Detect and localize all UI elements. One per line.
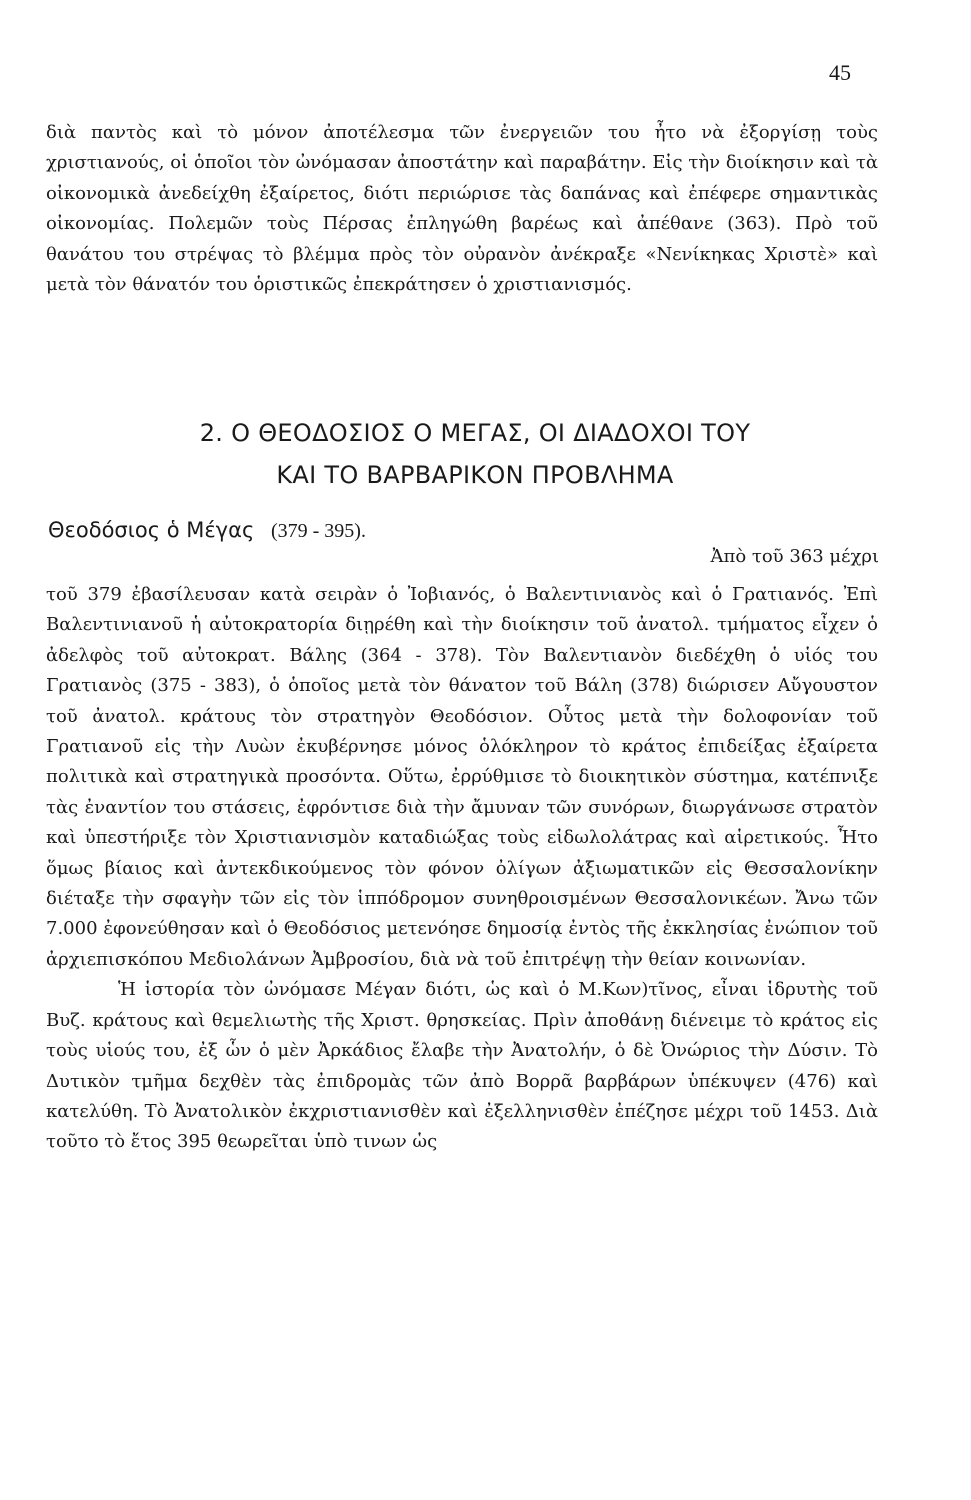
subheading-dates: (379 - 395). <box>270 520 366 542</box>
main-text <box>46 580 878 1158</box>
subheading-title: Θεοδόσιος ὁ Μέγας <box>48 518 255 542</box>
section-heading <box>60 412 890 496</box>
page-number: 45 <box>829 60 851 85</box>
section-heading-line2: ΚΑΙ ΤΟ ΒΑΡΒΑΡΙΚΟΝ ΠΡΟΒΛΗΜΑ <box>276 461 674 489</box>
subheading <box>48 518 366 543</box>
intro-text <box>46 118 878 300</box>
intro-paragraph: διὰ παντὸς καὶ τὸ μόνον ἀποτέλεσμα τῶν ἐνεργειῶν του ἦτο νὰ ἐξοργίσῃ τοὺς χριστιανούς, οἱ ὁποῖοι τὸν ὠνόμασαν ἀποστάτην καὶ παραβάτην. Εἰς τὴν διοίκησιν καὶ τὰ οἰκονομικὰ ἀνεδείχθη ἐξαίρετος, διότι περιώρισε τὰς δαπάνας καὶ ἐπέφερε σημαντικὰς οἰκονομίας. Πολεμῶν τοὺς Πέρσας ἐπληγώθη βαρέως καὶ ἀπέθανε (363). Πρὸ τοῦ θανάτου του στρέψας τὸ βλέμμα πρὸς τὸν οὐρανὸν ἀνέκραξε «Νενίκηκας Χριστὲ» καὶ μετὰ τὸν θάνατόν του ὁριστικῶς ἐπεκράτησεν ὁ χριστιανισμός. <box>46 122 878 296</box>
section-heading-line1: 2. Ο ΘΕΟΔΟΣΙΟΣ Ο ΜΕΓΑΣ, ΟΙ ΔΙΑΔΟΧΟΙ ΤΟΥ <box>199 419 751 447</box>
body-paragraph-1: τοῦ 379 ἐβασίλευσαν κατὰ σειρὰν ὁ Ἰοβιανός, ὁ Βαλεντινιανὸς καὶ ὁ Γρατιανός. Ἐπὶ Βαλεντινιανοῦ ἡ αὐτοκρατορία διῃρέθη καὶ τὴν διοίκησιν τοῦ ἀνατολ. τμήματος εἶχεν ὁ ἀδελφὸς τοῦ αὐτοκρατ. Βάλης (364 - 378). Τὸν Βαλεντιανὸν διεδέχθη ὁ υἱός του Γρατιανὸς (375 - 383), ὁ ὁποῖος μετὰ τὸν θάνατον τοῦ Βάλη (378) διώρισεν Αὔγουστον τοῦ ἀνατολ. κράτους τὸν στρατηγὸν Θεοδόσιον. Οὗτος μετὰ τὴν δολοφονίαν τοῦ Γρατιανοῦ εἰς τὴν Λυὼν ἐκυβέρνησε μόνος ὁλόκληρον τὸ κράτος ἐπιδείξας ἐξαίρετα πολιτικὰ καὶ στρατηγικὰ προσόντα. Οὕτω, ἐρρύθμισε τὸ διοικητικὸν σύστημα, κατέπνιξε τὰς ἐναντίον του στάσεις, ἐφρόντισε διὰ τὴν ἄμυναν τῶν συνόρων, διωργάνωσε στρατὸν καὶ ὑπεστήριξε τὸν Χριστιανισμὸν καταδιώξας τοὺς εἰδωλολάτρας καὶ αἱρετικούς. Ἦτο ὅμως βίαιος καὶ ἀντεκδικούμενος τὸν φόνον ὀλίγων ἀξιωματικῶν εἰς Θεσσαλονίκην διέταξε τὴν σφαγὴν τῶν εἰς τὸν ἱππόδρομον συνηθροισμένων Θεσσαλονικέων. Ἄνω τῶν 7.000 ἐφονεύθησαν καὶ ὁ Θεοδόσιος μετενόησε δημοσίᾳ ἐντὸς τῆς ἐκκλησίας ἐνώπιον τοῦ ἀρχιεπισκόπου Μεδιολάνων Ἀμβροσίου, διὰ νὰ τοῦ ἐπιτρέψῃ τὴν θείαν κοινωνίαν. <box>46 584 878 970</box>
subheading-continuation: Ἀπὸ τοῦ 363 μέχρι <box>710 546 879 567</box>
body-paragraph-2: Ἡ ἱστορία τὸν ὠνόμασε Μέγαν διότι, ὡς καὶ ὁ Μ.Κων)τῖνος, εἶναι ἱδρυτὴς τοῦ Βυζ. κράτους καὶ θεμελιωτὴς τῆς Χριστ. θρησκείας. Πρὶν ἀποθάνῃ διένειμε τὸ κράτος εἰς τοὺς υἱούς του, ἐξ ὧν ὁ μὲν Ἀρκάδιος ἔλαβε τὴν Ἀνατολήν, ὁ δὲ Ὀνώριος τὴν Δύσιν. Τὸ Δυτικὸν τμῆμα δεχθὲν τὰς ἐπιδρομὰς τῶν ἀπὸ Βορρᾶ βαρβάρων ὑπέκυψεν (476) καὶ κατελύθη. Τὸ Ἀνατολικὸν ἐκχριστιανισθὲν καὶ ἐξελληνισθὲν ἐπέζησε μέχρι τοῦ 1453. Διὰ τοῦτο τὸ ἔτος 395 θεωρεῖται ὑπὸ τινων ὡς <box>46 979 878 1153</box>
